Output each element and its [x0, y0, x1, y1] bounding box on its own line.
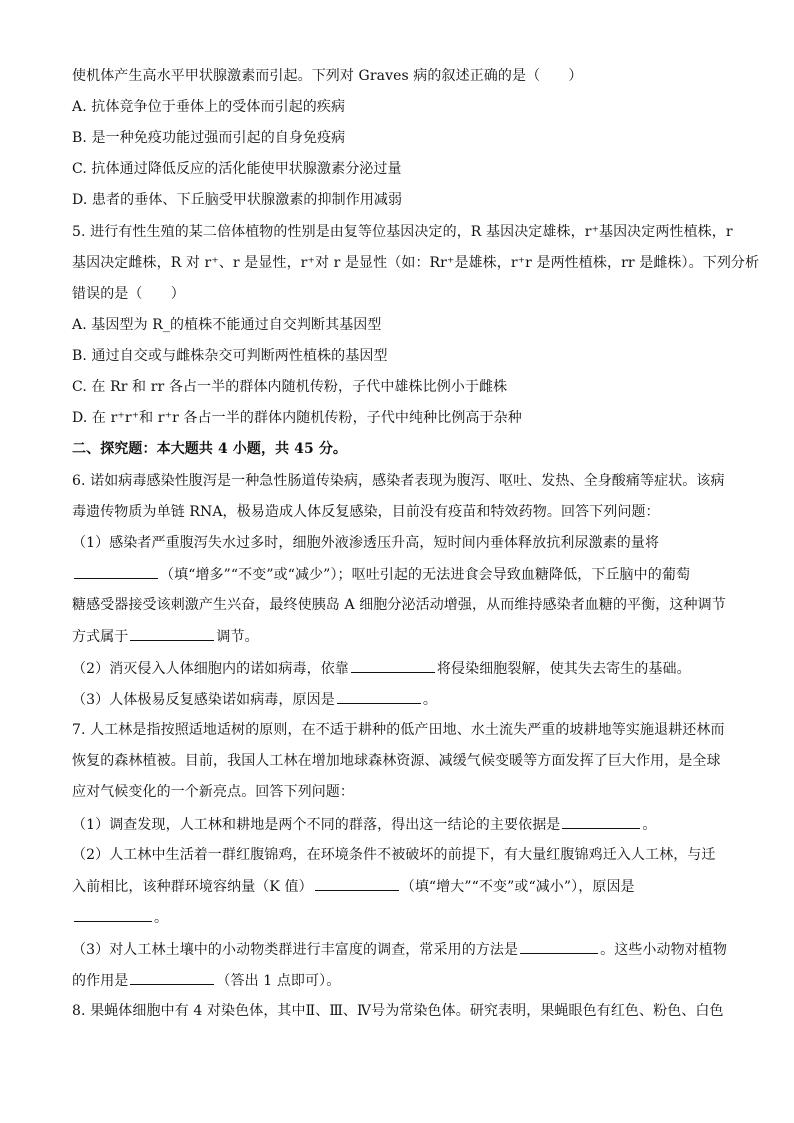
- q5-stem-line-3: 错误的是（ ）: [72, 286, 185, 302]
- q4-option-b: B. 是一种免疫功能过强而引起的自身免疫病: [72, 130, 346, 146]
- q7-part3-line-1-tail: 。这些小动物对植物: [600, 942, 728, 958]
- q7-part3-line-2: [72, 970, 732, 991]
- section-heading: 二、探究题：本大题共 4 小题，共 45 分。: [72, 441, 348, 457]
- q6-stem-line-1: 6. 诺如病毒感染性腹泻是一种急性肠道传染病，感染者表现为腹泻、呕吐、发热、全身酸痛等症状。该病: [72, 473, 725, 489]
- q4-option-c: C. 抗体通过降低反应的活化能使甲状腺激素分泌过量: [72, 161, 402, 177]
- answer-blank: [130, 970, 214, 985]
- q5-option-c: C. 在 Rr 和 rr 各占一半的群体内随机传粉，子代中雄株比例小于雌株: [72, 379, 508, 395]
- q7-part2-line-2-tail: （填“增大”“不变”或“减小”），原因是: [400, 879, 635, 895]
- answer-blank: [337, 689, 421, 704]
- q7-part2-line-1: （2）人工林中生活着一群红腹锦鸡，在环境条件不被破坏的前提下，有大量红腹锦鸡迁入人工林，与迁: [72, 847, 716, 863]
- answer-blank: [74, 907, 152, 922]
- q5-option-a: A. 基因型为 R_的植株不能通过自交判断其基因型: [72, 317, 382, 333]
- q5-option-b: B. 通过自交或与雌株杂交可判断两性植株的基因型: [72, 348, 388, 364]
- answer-blank: [351, 658, 435, 673]
- q6-part1-line-2: [72, 564, 732, 585]
- q5-option-d: D. 在 r⁺r⁺和 r⁺r 各占一半的群体内随机传粉，子代中纯种比例高于杂种: [72, 410, 522, 426]
- q8-stem-line-1: 8. 果蝇体细胞中有 4 对染色体，其中Ⅱ、Ⅲ、Ⅳ号为常染色体。研究表明，果蝇眼色有红色、粉色、白色: [72, 1003, 724, 1019]
- q6-part1-line-4-tail: 调节。: [216, 629, 259, 645]
- q6-part3-tail: 。: [422, 692, 437, 708]
- q7-part1-tail: 。: [642, 817, 657, 833]
- answer-blank: [74, 564, 158, 579]
- q7-part2-line-2-text: 入前相比，该种群环境容纳量（K 值）: [72, 879, 313, 895]
- q6-part3: [72, 689, 732, 710]
- answer-blank: [315, 876, 399, 891]
- q7-part1: [72, 814, 732, 835]
- q7-part2-line-3-tail: 。: [154, 910, 169, 926]
- q7-part3-line-2-tail: （答出 1 点即可）。: [216, 973, 341, 989]
- q7-part3-line-2-text: 的作用是: [72, 973, 129, 989]
- q6-stem-line-2: 毒遗传物质为单链 RNA，极易造成人体反复感染，目前没有疫苗和特效药物。回答下列问题：: [72, 504, 660, 520]
- q7-part3-line-1-text: （3）对人工林土壤中的小动物类群进行丰富度的调查，常采用的方法是: [72, 942, 519, 958]
- q6-part1-line-3: 糖感受器接受该刺激产生兴奋，最终使胰岛 A 细胞分泌活动增强，从而维持感染者血糖的平衡，这种调节: [72, 597, 726, 613]
- q6-part2-tail: 将侵染细胞裂解，使其失去寄生的基础。: [436, 661, 691, 677]
- q4-option-d: D. 患者的垂体、下丘脑受甲状腺激素的抑制作用减弱: [72, 192, 403, 208]
- q7-part2-line-3: [72, 907, 732, 928]
- q7-part2-line-2: [72, 876, 732, 897]
- q6-part2-text: （2）消灭侵入人体细胞内的诺如病毒，依靠: [72, 661, 349, 677]
- q7-part3-line-1: [72, 939, 732, 960]
- q6-part1-line-4: [72, 626, 732, 647]
- q4-stem-line: 使机体产生高水平甲状腺激素而引起。下列对 Graves 病的叙述正确的是（ ）: [72, 68, 583, 84]
- answer-blank: [130, 626, 214, 641]
- q7-stem-line-3: 应对气候变化的一个新亮点。回答下列问题：: [72, 784, 354, 800]
- q7-stem-line-1: 7. 人工林是指按照适地适树的原则，在不适于耕种的低产田地、水土流失严重的坡耕地等实施退耕还林而: [72, 722, 725, 738]
- q6-part1-line-4-text: 方式属于: [72, 629, 129, 645]
- q7-stem-line-2: 恢复的森林植被。目前，我国人工林在增加地球森林资源、减缓气候变暖等方面发挥了巨大作用，是全球: [72, 753, 721, 769]
- q6-part1-line-1: （1）感染者严重腹泻失水过多时，细胞外液渗透压升高，短时间内垂体释放抗利尿激素的量将: [72, 535, 660, 551]
- q6-part1-line-2-text: （填“增多”“不变”或“减少”）；呕吐引起的无法进食会导致血糖降低，下丘脑中的葡萄: [160, 567, 691, 583]
- q6-part3-text: （3）人体极易反复感染诺如病毒，原因是: [72, 692, 335, 708]
- q7-part1-text: （1）调查发现，人工林和耕地是两个不同的群落，得出这一结论的主要依据是: [72, 817, 561, 833]
- answer-blank: [520, 939, 598, 954]
- q4-option-a: A. 抗体竞争位于垂体上的受体而引起的疾病: [72, 99, 346, 115]
- q5-stem-line-1: 5. 进行有性生殖的某二倍体植物的性别是由复等位基因决定的，R 基因决定雄株，r⁺基因决定两性植株，r: [72, 224, 733, 240]
- answer-blank: [562, 814, 640, 829]
- q5-stem-line-2: 基因决定雌株，R 对 r⁺、r 是显性，r⁺对 r 是显性（如：Rr⁺是雄株，r⁺r 是两性植株，rr 是雌株）。下列分析: [72, 255, 760, 271]
- q6-part2: [72, 658, 732, 679]
